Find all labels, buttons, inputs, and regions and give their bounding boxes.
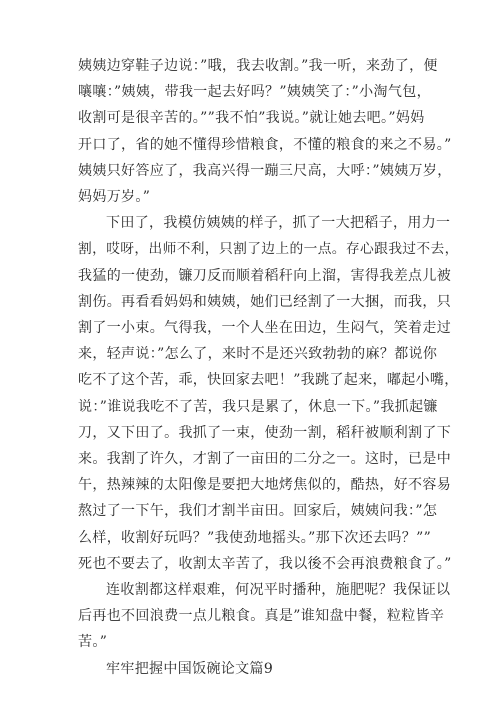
- paragraph-line: 刀，又下田了。我抓了一束，使劲一割，稻秆被顺利割了下: [78, 424, 452, 441]
- paragraph-line: 妈妈万岁。”: [78, 189, 151, 205]
- paragraph-line: 连收割都这样艰难，何况平时播种，施肥呢？我保证以: [106, 582, 451, 598]
- paragraph-line: 我猛的一使劲，镰刀反而顺着稻秆向上溜，害得我差点儿被: [78, 267, 452, 284]
- paragraph-line: 割伤。再看看妈妈和姨姨，她们已经割了一大捆，而我，只: [78, 293, 452, 310]
- paragraph-line: 姨姨只好答应了，我高兴得一蹦三尺高，大呼：”姨姨万岁，: [78, 162, 452, 179]
- paragraph-line: 割了一小束。气得我，一个人坐在田边，生闷气，笑着走过: [78, 320, 452, 336]
- paragraph-line: 嚷嚷：”姨姨，带我一起去好吗？”姨姨笑了：”小淘气包，: [78, 84, 431, 101]
- paragraph-line: 姨姨边穿鞋子边说：”哦，我去收割。”我一听，来劲了，便: [78, 58, 438, 74]
- paragraph-line: 熬过了一下午，我们才割半亩田。回家后，姨姨问我：”怎: [78, 503, 438, 520]
- paragraph-line: 吃不了这个苦，乖，快回家去吧！”我跳了起来，嘟起小嘴，: [78, 372, 459, 389]
- paragraph-line: 来。我割了许久，才割了一亩田的二分之一。这时，已是中: [78, 451, 452, 467]
- paragraph-line: 割，哎呀，出师不利，只割了边上的一点。存心跟我过不去，: [78, 241, 459, 258]
- paragraph-line: 死也不要去了，收割太辛苦了，我以後不会再浪费粮食了。”: [78, 555, 452, 572]
- paragraph-line: 午，热辣辣的太阳像是要把大地烤焦似的，酷热，好不容易: [78, 477, 452, 494]
- section-heading: 牢牢把握中国饭碗论文篇9: [106, 660, 274, 677]
- paragraph-line: 说：”谁说我吃不了苦，我只是累了，休息一下。”我抓起镰: [78, 398, 438, 415]
- paragraph-line: 收割可是很辛苦的。””我不怕”我说。”就让她去吧。”妈妈: [78, 110, 425, 127]
- paragraph-line: 么样，收割好玩吗？”我使劲地摇头。”那下次还去吗？””: [78, 529, 432, 546]
- paragraph-line: 后再也不回浪费一点儿粮食。真是”谁知盘中餐，粒粒皆辛: [78, 608, 445, 625]
- paragraph-line: 来，轻声说：”怎么了，来时不是还兴致勃勃的麻？都说你: [78, 346, 438, 363]
- paragraph-line: 开口了，省的她不懂得珍惜粮食，不懂的粮食的来之不易。”: [78, 136, 452, 153]
- paragraph-line: 苦。”: [78, 634, 108, 651]
- paragraph-line: 下田了，我模仿姨姨的样子，抓了一大把稻子，用力一: [106, 215, 451, 232]
